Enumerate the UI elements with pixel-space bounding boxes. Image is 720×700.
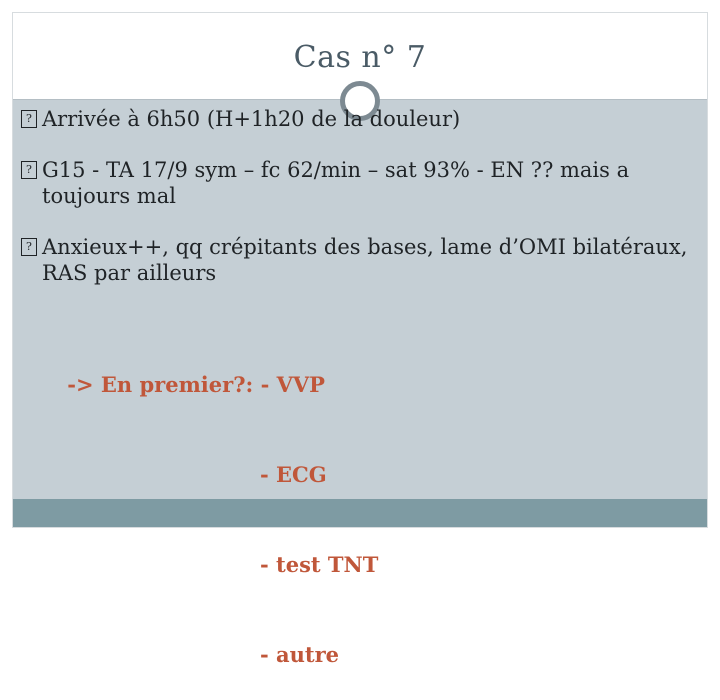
missing-glyph-icon: ? — [21, 238, 37, 256]
question-line — [38, 610, 340, 700]
answer-option: - autre — [260, 642, 340, 667]
question-line — [38, 430, 325, 520]
question-prompt: -> En premier?: — [67, 372, 261, 397]
missing-glyph-icon: ? — [21, 110, 37, 128]
bullet-list — [21, 106, 691, 311]
bullet-text: Anxieux++, qq crépitants des bases, lame d’OMI bilatéraux, RAS par ailleurs — [42, 235, 688, 285]
question-line — [38, 340, 325, 430]
slide-title: Cas n° 7 — [293, 40, 427, 75]
question-line — [38, 520, 379, 610]
question-block — [38, 340, 379, 700]
bullet-item — [21, 157, 691, 209]
answer-option: - ECG — [260, 462, 327, 487]
bullet-item — [21, 106, 691, 132]
bullet-text: G15 - TA 17/9 sym – fc 62/min – sat 93% - EN ?? mais a toujours mal — [42, 158, 630, 208]
missing-glyph-icon: ? — [21, 161, 37, 179]
bullet-item — [21, 234, 691, 286]
answer-option: - VVP — [260, 372, 325, 397]
answer-option: - test TNT — [260, 552, 379, 577]
bullet-text: Arrivée à 6h50 (H+1h20 de la douleur) — [42, 107, 461, 131]
